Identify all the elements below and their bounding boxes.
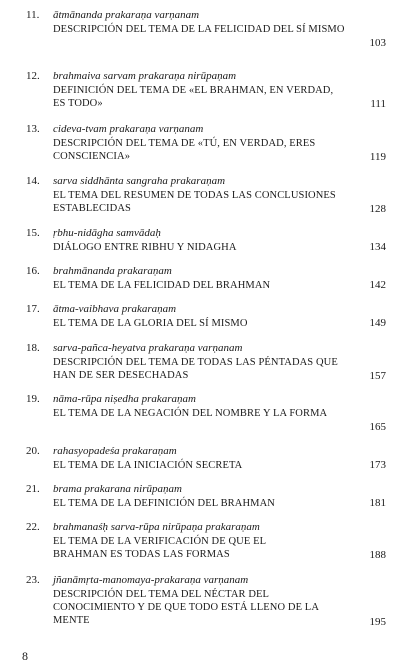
- entry-page-number: 134: [369, 241, 386, 253]
- entry-sanskrit-title: nāma-rūpa niṣedha prakaraṇam: [53, 393, 196, 405]
- entry-number: 15.: [26, 227, 40, 239]
- entry-number: 22.: [26, 521, 40, 533]
- entry-page-number: 111: [370, 98, 386, 110]
- entry-page-number: 181: [369, 497, 386, 509]
- entry-sanskrit-title: ātma-vaibhava prakaraṇam: [53, 303, 177, 315]
- entry-sanskrit-title: sarva-pañca-heyatva prakaraṇa varṇanam: [53, 342, 243, 354]
- entry-title: DEFINICIÓN DEL TEMA DE «EL BRAHMAN, EN VERDAD, ES TODO»: [53, 85, 334, 109]
- entry-page-number: 173: [369, 459, 386, 471]
- entry-sanskrit-title: jñanāmṛta-manomaya-prakaraṇa varṇanam: [53, 574, 249, 586]
- entry-page-number: 195: [369, 616, 386, 628]
- entry-page-number: 103: [369, 37, 386, 49]
- entry-number: 20.: [26, 445, 40, 457]
- entry-title: DESCRIPCIÓN DEL TEMA DEL NÉCTAR DEL CONOCIMIENTO Y DE QUE TODO ESTÁ LLENO DE LA MENTE: [53, 589, 319, 626]
- entry-number: 16.: [26, 265, 40, 277]
- entry-page-number: 157: [369, 370, 386, 382]
- entry-title: EL TEMA DEL RESUMEN DE TODAS LAS CONCLUSIONES ESTABLECIDAS: [53, 190, 336, 214]
- entry-number: 18.: [26, 342, 40, 354]
- entry-number: 11.: [26, 9, 40, 21]
- entry-sanskrit-title: brahmānanda prakaraṇam: [53, 265, 172, 277]
- entry-page-number: 165: [369, 421, 386, 433]
- entry-title: DESCRIPCIÓN DEL TEMA DE «TÚ, EN VERDAD, ERES CONSCIENCIA»: [53, 138, 316, 162]
- entry-sanskrit-title: rahasyopadeśa prakaraṇam: [53, 445, 177, 457]
- entry-title: DESCRIPCIÓN DEL TEMA DE TODAS LAS PÉNTADAS QUE HAN DE SER DESECHADAS: [53, 357, 338, 381]
- entry-sanskrit-title: sarva siddhānta sangraha prakaraṇam: [53, 175, 226, 187]
- entry-sanskrit-title: ṛbhu-nidāgha samvādaḥ: [53, 227, 161, 239]
- entry-sanskrit-title: cideva-tvam prakaraṇa varṇanam: [53, 123, 204, 135]
- page-folio-number: 8: [22, 649, 28, 663]
- entry-title: EL TEMA DE LA DEFINICIÓN DEL BRAHMAN: [53, 498, 275, 509]
- entry-page-number: 142: [369, 279, 386, 291]
- entry-number: 17.: [26, 303, 40, 315]
- entry-number: 23.: [26, 574, 40, 586]
- entry-title: EL TEMA DE LA NEGACIÓN DEL NOMBRE Y LA FORMA: [53, 408, 328, 419]
- entry-number: 12.: [26, 70, 40, 82]
- entry-title: DESCRIPCIÓN DEL TEMA DE LA FELICIDAD DEL SÍ MISMO: [53, 24, 345, 35]
- entry-number: 14.: [26, 175, 40, 187]
- entry-title: EL TEMA DE LA INICIACIÓN SECRETA: [53, 460, 243, 471]
- entry-title: EL TEMA DE LA VERIFICACIÓN DE QUE EL BRAHMAN ES TODAS LAS FORMAS: [53, 536, 266, 560]
- entry-number: 19.: [26, 393, 40, 405]
- entry-page-number: 188: [369, 549, 386, 561]
- entry-sanskrit-title: brahmaiva sarvam prakaraṇa nirūpaṇam: [53, 70, 237, 82]
- entry-title: EL TEMA DE LA FELICIDAD DEL BRAHMAN: [53, 280, 271, 291]
- entry-sanskrit-title: brahmanaśḥ sarva-rūpa nirūpaṇa prakaraṇam: [53, 521, 260, 533]
- entry-title: EL TEMA DE LA GLORIA DEL SÍ MISMO: [53, 318, 248, 329]
- entry-title: DIÁLOGO ENTRE RIBHU Y NIDAGHA: [53, 242, 237, 253]
- entry-sanskrit-title: brama prakarana nirūpaṇam: [53, 483, 182, 495]
- entry-sanskrit-title: ātmānanda prakaraṇa varṇanam: [53, 9, 200, 21]
- entry-number: 21.: [26, 483, 40, 495]
- entry-page-number: 149: [369, 317, 386, 329]
- entry-page-number: 128: [369, 203, 386, 215]
- entry-page-number: 119: [369, 151, 386, 163]
- entry-number: 13.: [26, 123, 40, 135]
